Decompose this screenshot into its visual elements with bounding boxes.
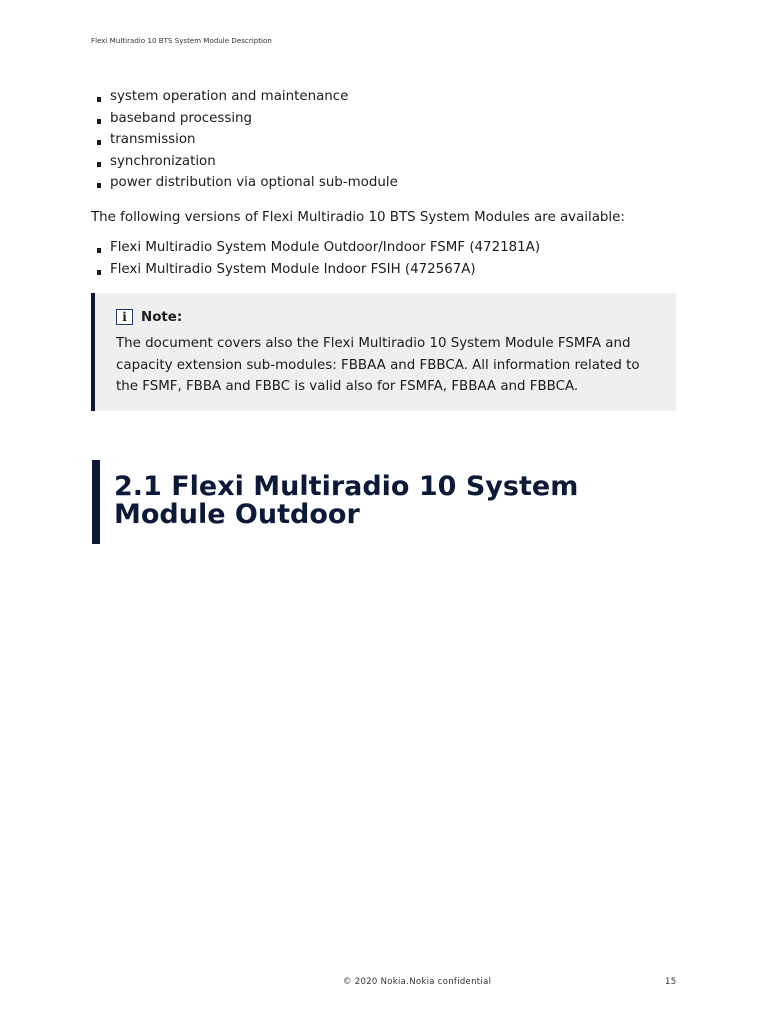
note-title: Note:: [141, 309, 183, 325]
list-item: [97, 237, 540, 259]
bullet-marker: [97, 140, 101, 145]
bullet-marker: [97, 119, 101, 124]
list-item: [97, 108, 398, 130]
list-item-text: baseband processing: [110, 110, 253, 126]
versions-intro-paragraph: The following versions of Flexi Multiradio 10 BTS System Modules are available:: [91, 210, 625, 225]
page-number: 15: [665, 977, 677, 987]
list-item: [97, 259, 540, 281]
list-item-text: Flexi Multiradio System Module Indoor FSIH (472567A): [110, 261, 476, 277]
list-item-text: synchronization: [110, 153, 216, 169]
list-item-text: system operation and maintenance: [110, 89, 349, 104]
list-item: [97, 172, 398, 194]
note-box: [91, 293, 676, 411]
note-text: The document covers also the Flexi Multiradio 10 System Module FSMFA and capacity extension sub-modules: FBBAA and FBBCA. All information related to the FSMF, FBBA and FBBC is valid also for FSMFA, FBBAA and FBBCA.: [116, 336, 640, 394]
note-header: [116, 307, 182, 327]
versions-list: [97, 237, 540, 280]
functions-list: [97, 86, 398, 194]
list-item: [97, 151, 398, 173]
list-item: [97, 86, 398, 108]
bullet-marker: [97, 183, 101, 188]
bullet-marker: [97, 248, 101, 253]
bullet-marker: [97, 270, 101, 275]
bullet-marker: [97, 162, 101, 167]
info-icon: i: [116, 309, 133, 325]
bullet-marker: [97, 97, 101, 102]
footer-copyright: © 2020 Nokia.Nokia confidential: [343, 977, 492, 987]
list-item-text: transmission: [110, 132, 196, 147]
list-item-text: Flexi Multiradio System Module Outdoor/Indoor FSMF (472181A): [110, 240, 541, 255]
list-item-text: power distribution via optional sub-module: [110, 175, 398, 190]
section-heading: 2.1 Flexi Multiradio 10 System Module Outdoor: [114, 471, 579, 530]
running-header: Flexi Multiradio 10 BTS System Module Description: [91, 37, 272, 45]
section-heading-block: [92, 460, 676, 544]
list-item: [97, 129, 398, 151]
